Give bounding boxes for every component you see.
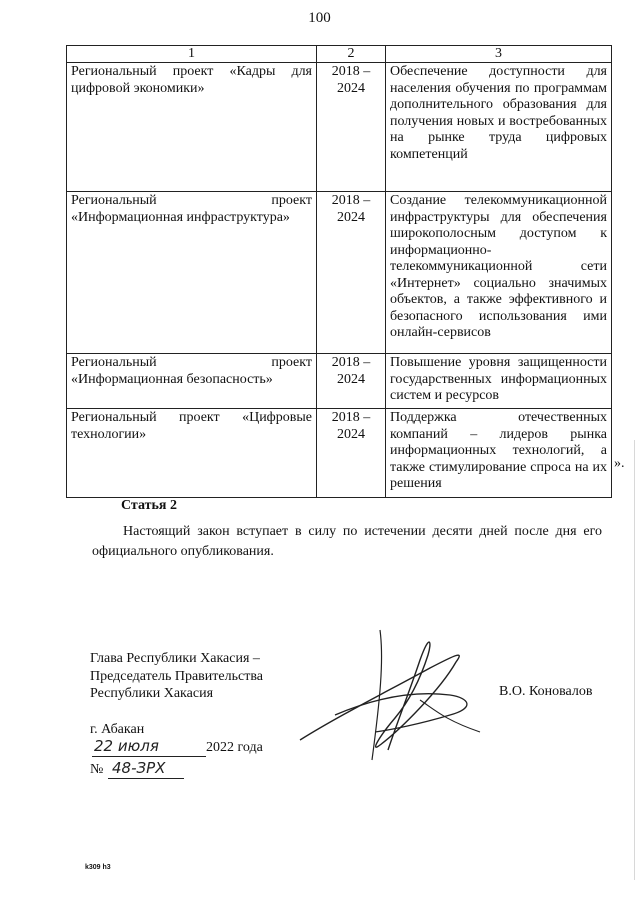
signature [280, 620, 495, 770]
project-description: Поддержка отечественных компаний – лидеров рынка информационных технологий, а также стимулирование спроса на их решения [386, 409, 612, 498]
project-name: Региональный проект «Цифровые технологии» [67, 409, 317, 498]
projects-table [66, 45, 612, 498]
project-name: Региональный проект «Кадры для цифровой экономики» [67, 63, 317, 192]
project-description: Повышение уровня защищенности государственных информационных систем и ресурсов [386, 354, 612, 409]
column-header: 1 [67, 46, 317, 63]
table-header-row [67, 46, 612, 63]
table-row [67, 354, 612, 409]
table-row [67, 63, 612, 192]
footer-code: k309 h3 [85, 864, 111, 871]
signer-name: В.О. Коновалов [499, 684, 593, 699]
page-number: 100 [308, 10, 331, 26]
signer-block [90, 650, 263, 703]
table-row [67, 192, 612, 354]
project-description: Обеспечение доступности для населения обучения по программам дополнительного образования для получения новых и востребованных на рынке труда цифровых компетенций [386, 63, 612, 192]
article-title: Статья 2 [121, 498, 177, 513]
article-body: Настоящий закон вступает в силу по истечении десяти дней после дня его официального опубликования. [92, 524, 602, 559]
project-period [317, 354, 386, 409]
project-period [317, 63, 386, 192]
period-end: 2024 [337, 209, 365, 225]
table-row [67, 409, 612, 498]
number-sign: № [90, 762, 104, 777]
period-end: 2024 [337, 371, 365, 387]
project-description: Создание телекоммуникационной инфраструктуры для обеспечения широкополосным доступом к информационно-телекоммуникационной сети «Интернет» социально значимых объектов, а также эффективного и безопасного использования ими онлайн-сервисов [386, 192, 612, 354]
signer-title-line: Республики Хакасия [90, 686, 214, 701]
closing-quote: ». [614, 456, 625, 471]
handwritten-number: 48-ЗРХ [108, 759, 184, 779]
column-header: 2 [317, 46, 386, 63]
date-year: 2022 года [206, 740, 263, 755]
project-period [317, 192, 386, 354]
period-start: 2018 – [331, 193, 371, 208]
signer-title-line: Председатель Правительства [90, 668, 263, 684]
period-start: 2018 – [331, 410, 371, 425]
handwritten-date: 22 июля [92, 737, 206, 757]
period-start: 2018 – [331, 64, 371, 79]
project-name: Региональный проект «Информационная безопасность» [67, 354, 317, 409]
period-end: 2024 [337, 80, 365, 96]
project-period [317, 409, 386, 498]
project-name: Региональный проект «Информационная инфраструктура» [67, 192, 317, 354]
scan-edge-line [634, 440, 635, 880]
city: г. Абакан [90, 722, 145, 737]
signing-date [90, 737, 310, 759]
signer-title-line: Глава Республики Хакасия – [90, 651, 260, 666]
period-end: 2024 [337, 426, 365, 442]
column-header: 3 [386, 46, 612, 63]
period-start: 2018 – [331, 355, 371, 370]
law-number [90, 759, 200, 781]
